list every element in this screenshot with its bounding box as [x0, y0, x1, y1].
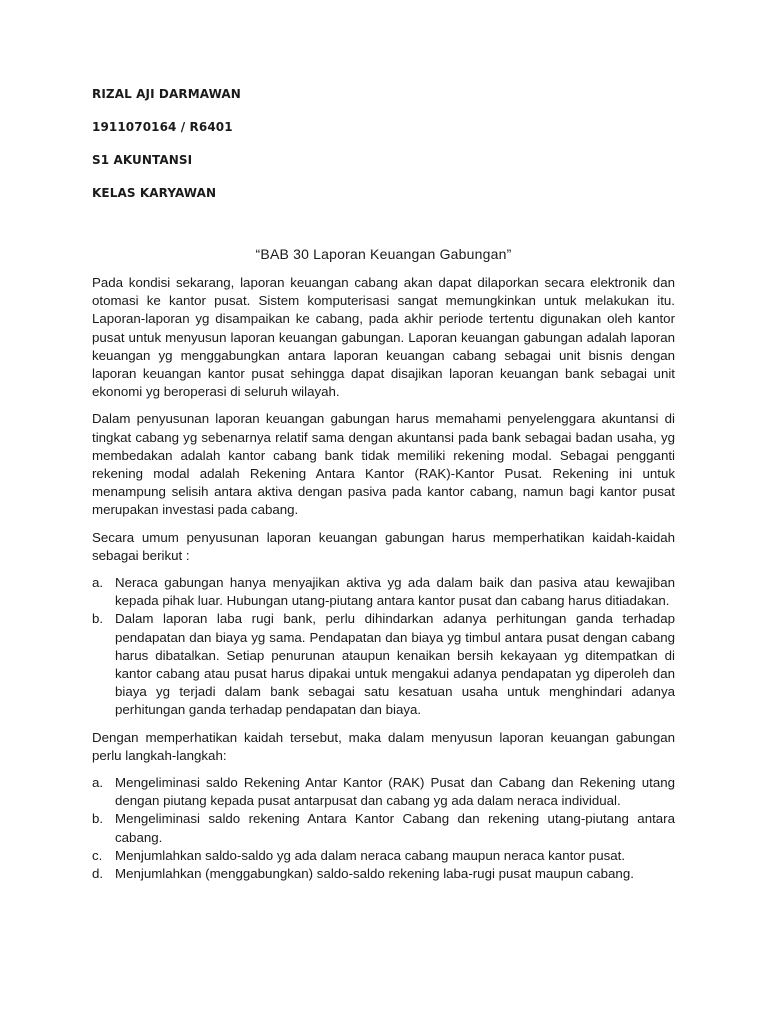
list-marker: b. — [92, 611, 104, 627]
list-marker: c. — [92, 847, 103, 863]
study-program: S1 AKUNTANSI — [92, 153, 193, 167]
list-item-text: Menjumlahkan (menggabungkan) saldo-saldo rekening laba-rugi pusat maupun cabang. — [115, 866, 634, 882]
list-item-text: Menjumlahkan saldo-saldo yg ada dalam neraca cabang maupun neraca kantor pusat. — [115, 847, 626, 863]
list-item — [92, 865, 675, 883]
document-page — [92, 86, 675, 892]
rules-list — [92, 574, 675, 720]
list-item — [92, 610, 675, 719]
list-item — [92, 574, 675, 610]
list-item-text: Neraca gabungan hanya menyajikan aktiva yg ada dalam baik dan pasiva atau kewajiban kepada pihak luar. Hubungan utang-piutang antara kantor pusat dan cabang harus ditiadakan. — [115, 575, 675, 609]
list-item — [92, 774, 675, 810]
student-name: RIZAL AJI DARMAWAN — [92, 87, 241, 101]
list-item-text: Mengeliminasi saldo rekening Antara Kantor Cabang dan rekening utang-piutang antara cabang. — [115, 811, 675, 845]
list-item — [92, 810, 675, 846]
list-item — [92, 847, 675, 865]
paragraph-intro: Pada kondisi sekarang, laporan keuangan cabang akan dapat dilaporkan secara elektronik dan otomasi ke kantor pusat. Sistem komputerisasi sangat memungkinkan untuk melakukan itu. Laporan-laporan yg disampaikan ke cabang, pada akhir periode tertentu digunakan oleh kantor pusat untuk menyusun laporan keuangan gabungan. Laporan keuangan gabungan adalah laporan keuangan yg menggabungkan antara laporan keuangan cabang sebagai unit bisnis dengan laporan keuangan kantor pusat sehingga dapat disajikan laporan keuangan bank sebagai unit ekonomi yg beroperasi di seluruh wilayah. — [92, 275, 675, 400]
list-item-text: Dalam laporan laba rugi bank, perlu dihindarkan adanya perhitungan ganda terhadap pendapatan dan biaya yg sama. Pendapatan dan biaya yg timbul antara pusat dengan cabang harus dibatalkan. Setiap penurunan ataupun kenaikan bersih kekayaan yg ditempatkan di kantor cabang atau pusat harus dipakai untuk mengakui adanya pendapatan yg diperoleh dan biaya yg terjadi dalam bank sebagai satu kesatuan usaha untuk menghindari adanya perhitungan ganda terhadap pendapatan dan biaya. — [115, 611, 675, 718]
list-marker: d. — [92, 866, 104, 882]
list-marker: a. — [92, 575, 104, 591]
list-item-text: Mengeliminasi saldo Rekening Antar Kantor (RAK) Pusat dan Cabang dan Rekening utang dengan piutang kepada pusat antarpusat dan cabang yg ada dalam neraca individual. — [115, 775, 675, 809]
steps-list — [92, 774, 675, 883]
class-name: KELAS KARYAWAN — [92, 186, 217, 200]
paragraph-rak: Dalam penyusunan laporan keuangan gabungan harus memahami penyelenggara akuntansi di tingkat cabang yg sebenarnya relatif sama dengan akuntansi pada bank sebagai badan usaha, yg membedakan adalah kantor cabang bank tidak memiliki rekening modal. Sebagai pengganti rekening modal adalah Rekening Antara Kantor (RAK)-Kantor Pusat. Rekening ini untuk menampung selisih antara aktiva dengan pasiva pada kantor cabang, namun bagi kantor pusat merupakan investasi pada cabang. — [92, 411, 675, 518]
paragraph-rules-intro: Secara umum penyusunan laporan keuangan gabungan harus memperhatikan kaidah-kaidah sebagai berikut : — [92, 529, 675, 563]
student-id: 1911070164 / R6401 — [92, 120, 233, 134]
paragraph-steps-intro: Dengan memperhatikan kaidah tersebut, maka dalam menyusun laporan keuangan gabungan perlu langkah-langkah: — [92, 729, 675, 763]
list-marker: a. — [92, 775, 104, 791]
document-title: “BAB 30 Laporan Keuangan Gabungan” — [255, 246, 512, 262]
list-marker: b. — [92, 811, 104, 827]
